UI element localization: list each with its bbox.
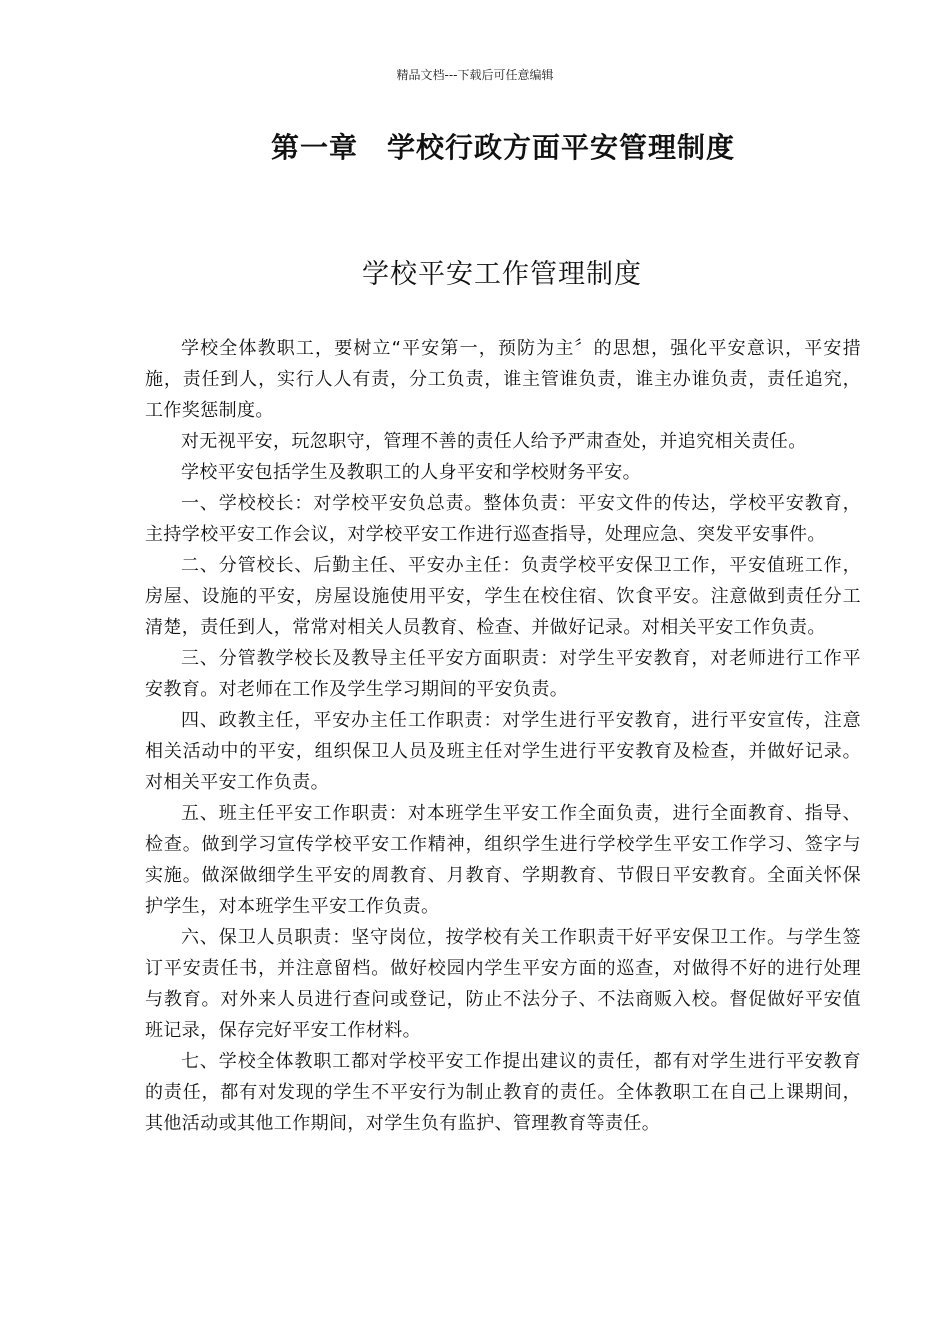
paragraph-item-3: 三、分管教学校长及教导主任平安方面职责：对学生平安教育，对老师进行工作平安教育。对老师在工作及学生学习期间的平安负责。	[145, 648, 861, 700]
chapter-title: 第一章 学校行政方面平安管理制度	[270, 131, 735, 164]
paragraph-accountability: 对无视平安，玩忽职守，管理不善的责任人给予严肃查处，并追究相关责任。	[181, 431, 807, 452]
document-body	[145, 333, 861, 1139]
paragraph-item-4: 四、政教主任，平安办主任工作职责：对学生进行平安教育，进行平安宣传，注意相关活动中的平安，组织保卫人员及班主任对学生进行平安教育及检查，并做好记录。对相关平安工作负责。	[145, 710, 861, 793]
paragraph-intro: 学校全体教职工，要树立“平安第一，预防为主〞的思想，强化平安意识，平安措施，责任到人，实行人人有责，分工负责，谁主管谁负责，谁主办谁负责，责任追究，工作奖惩制度。	[145, 338, 861, 421]
paragraph-item-1: 一、学校校长：对学校平安负总责。整体负责：平安文件的传达，学校平安教育，主持学校平安工作会议，对学校平安工作进行巡查指导，处理应急、突发平安事件。	[145, 493, 861, 545]
paragraph-scope: 学校平安包括学生及教职工的人身平安和学校财务平安。	[181, 462, 641, 483]
paragraph-item-6: 六、保卫人员职责：坚守岗位，按学校有关工作职责干好平安保卫工作。与学生签订平安责任书，并注意留档。做好校园内学生平安方面的巡查，对做得不好的进行处理与教育。对外来人员进行查问或登记，防止不法分子、不法商贩入校。督促做好平安值班记录，保存完好平安工作材料。	[145, 927, 861, 1041]
paragraph-item-5: 五、班主任平安工作职责：对本班学生平安工作全面负责，进行全面教育、指导、检查。做到学习宣传学校平安工作精神，组织学生进行学校学生平安工作学习、签字与实施。做深做细学生平安的周教育、月教育、学期教育、节假日平安教育。全面关怀保护学生，对本班学生平安工作负责。	[145, 803, 861, 917]
paragraph-item-7: 七、学校全体教职工都对学校平安工作提出建议的责任，都有对学生进行平安教育的责任，都有对发现的学生不平安行为制止教育的责任。全体教职工在自己上课期间，其他活动或其他工作期间，对学生负有监护、管理教育等责任。	[145, 1051, 861, 1134]
section-title: 学校平安工作管理制度	[362, 259, 642, 290]
paragraph-item-2: 二、分管校长、后勤主任、平安办主任：负责学校平安保卫工作，平安值班工作，房屋、设施的平安，房屋设施使用平安，学生在校住宿、饮食平安。注意做到责任分工清楚，责任到人，常常对相关人员教育、检查、并做好记录。对相关平安工作负责。	[145, 555, 861, 638]
page-header-note: 精品文档---下载后可任意编辑	[396, 68, 554, 82]
